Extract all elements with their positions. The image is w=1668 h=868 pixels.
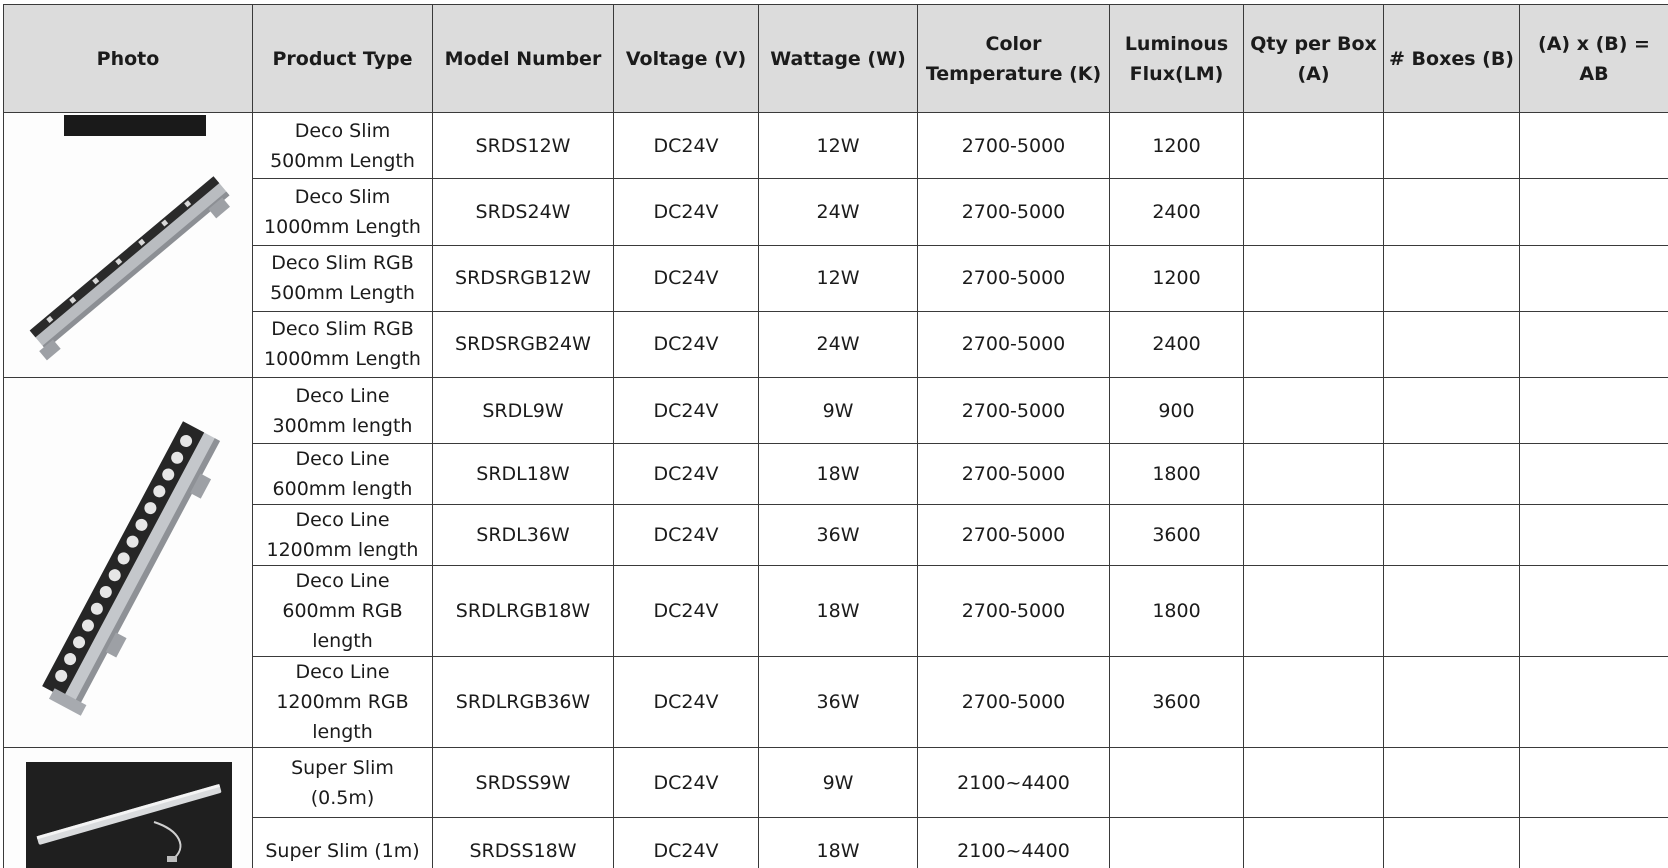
cell-product-type: Deco Slim RGB 1000mm Length (253, 311, 433, 377)
header-boxes: # Boxes (B) (1384, 5, 1520, 113)
cell-color-temperature: 2700-5000 (918, 245, 1110, 311)
cell-total[interactable] (1520, 378, 1668, 444)
header-color-temperature: Color Temperature (K) (918, 5, 1110, 113)
cell-qty-per-box[interactable] (1244, 748, 1384, 818)
cell-qty-per-box[interactable] (1244, 566, 1384, 657)
table-row (4, 311, 1668, 377)
cell-color-temperature: 2700-5000 (918, 113, 1110, 179)
cell-boxes[interactable] (1384, 378, 1520, 444)
cell-boxes[interactable] (1384, 748, 1520, 818)
cell-total[interactable] (1520, 657, 1668, 748)
header-voltage: Voltage (V) (614, 5, 759, 113)
cell-qty-per-box[interactable] (1244, 818, 1384, 868)
cell-model-number: SRDL36W (433, 505, 614, 566)
cell-wattage: 12W (759, 113, 918, 179)
cell-product-type: Deco Line 300mm length (253, 378, 433, 444)
deco-slim-fixture-image (4, 113, 253, 377)
cell-boxes[interactable] (1384, 179, 1520, 245)
cell-boxes[interactable] (1384, 245, 1520, 311)
cell-wattage: 36W (759, 505, 918, 566)
table-row (4, 748, 1668, 818)
cell-product-type: Deco Line 1200mm RGB length (253, 657, 433, 748)
cell-qty-per-box[interactable] (1244, 245, 1384, 311)
cell-voltage: DC24V (614, 818, 759, 868)
photo-super-slim (4, 748, 253, 868)
cell-color-temperature: 2700-5000 (918, 505, 1110, 566)
cell-qty-per-box[interactable] (1244, 179, 1384, 245)
cell-luminous-flux (1110, 748, 1244, 818)
header-luminous-flux: Luminous Flux(LM) (1110, 5, 1244, 113)
cell-qty-per-box[interactable] (1244, 378, 1384, 444)
cell-total[interactable] (1520, 444, 1668, 505)
cell-model-number: SRDL18W (433, 444, 614, 505)
cell-voltage: DC24V (614, 748, 759, 818)
header-wattage: Wattage (W) (759, 5, 918, 113)
table-row (4, 818, 1668, 868)
cell-model-number: SRDSRGB24W (433, 311, 614, 377)
cell-boxes[interactable] (1384, 818, 1520, 868)
cell-model-number: SRDLRGB18W (433, 566, 614, 657)
cell-product-type: Deco Slim RGB 500mm Length (253, 245, 433, 311)
header-qty-per-box: Qty per Box (A) (1244, 5, 1384, 113)
cell-voltage: DC24V (614, 657, 759, 748)
cell-total[interactable] (1520, 245, 1668, 311)
table-row (4, 378, 1668, 444)
cell-model-number: SRDS12W (433, 113, 614, 179)
cell-color-temperature: 2100~4400 (918, 748, 1110, 818)
cell-wattage: 18W (759, 566, 918, 657)
cell-luminous-flux: 1200 (1110, 113, 1244, 179)
photo-deco-line (4, 378, 253, 748)
cell-wattage: 18W (759, 444, 918, 505)
cell-total[interactable] (1520, 818, 1668, 868)
header-row (4, 5, 1668, 113)
cell-voltage: DC24V (614, 505, 759, 566)
cell-total[interactable] (1520, 179, 1668, 245)
cell-color-temperature: 2700-5000 (918, 444, 1110, 505)
cell-luminous-flux: 900 (1110, 378, 1244, 444)
cell-boxes[interactable] (1384, 566, 1520, 657)
deco-line-fixture-image (4, 384, 253, 742)
cell-product-type: Super Slim (0.5m) (253, 748, 433, 818)
table-row (4, 245, 1668, 311)
cell-product-type: Super Slim (1m) (253, 818, 433, 868)
cell-wattage: 12W (759, 245, 918, 311)
cell-qty-per-box[interactable] (1244, 505, 1384, 566)
cell-color-temperature: 2100~4400 (918, 818, 1110, 868)
cell-luminous-flux: 1800 (1110, 566, 1244, 657)
cell-total[interactable] (1520, 748, 1668, 818)
cell-model-number: SRDSS9W (433, 748, 614, 818)
photo-deco-slim (4, 113, 253, 378)
cell-luminous-flux: 3600 (1110, 505, 1244, 566)
cell-qty-per-box[interactable] (1244, 113, 1384, 179)
cell-voltage: DC24V (614, 444, 759, 505)
cell-product-type: Deco Slim 500mm Length (253, 113, 433, 179)
cell-total[interactable] (1520, 311, 1668, 377)
header-model-number: Model Number (433, 5, 614, 113)
cell-luminous-flux: 1200 (1110, 245, 1244, 311)
cell-product-type: Deco Line 1200mm length (253, 505, 433, 566)
header-product-type: Product Type (253, 5, 433, 113)
cell-luminous-flux: 2400 (1110, 311, 1244, 377)
cell-wattage: 24W (759, 311, 918, 377)
cell-boxes[interactable] (1384, 505, 1520, 566)
cell-model-number: SRDLRGB36W (433, 657, 614, 748)
cell-model-number: SRDL9W (433, 378, 614, 444)
cell-boxes[interactable] (1384, 444, 1520, 505)
cell-color-temperature: 2700-5000 (918, 657, 1110, 748)
cell-model-number: SRDS24W (433, 179, 614, 245)
cell-wattage: 36W (759, 657, 918, 748)
cell-voltage: DC24V (614, 113, 759, 179)
cell-wattage: 9W (759, 748, 918, 818)
cell-product-type: Deco Line 600mm RGB length (253, 566, 433, 657)
cell-model-number: SRDSRGB12W (433, 245, 614, 311)
product-table (3, 4, 1668, 868)
cell-voltage: DC24V (614, 245, 759, 311)
super-slim-fixture-image (4, 752, 253, 868)
cell-product-type: Deco Line 600mm length (253, 444, 433, 505)
cell-boxes[interactable] (1384, 311, 1520, 377)
header-total: (A) x (B) = AB (1520, 5, 1668, 113)
cell-voltage: DC24V (614, 566, 759, 657)
cell-voltage: DC24V (614, 311, 759, 377)
cell-qty-per-box[interactable] (1244, 311, 1384, 377)
cell-boxes[interactable] (1384, 113, 1520, 179)
cell-boxes[interactable] (1384, 657, 1520, 748)
table-row (4, 566, 1668, 657)
cell-voltage: DC24V (614, 179, 759, 245)
header-photo: Photo (4, 5, 253, 113)
cell-voltage: DC24V (614, 378, 759, 444)
table-row (4, 505, 1668, 566)
cell-wattage: 18W (759, 818, 918, 868)
cell-luminous-flux: 3600 (1110, 657, 1244, 748)
table-row (4, 113, 1668, 179)
table-row (4, 657, 1668, 748)
table-row (4, 179, 1668, 245)
product-table-sheet (3, 4, 1668, 868)
cell-wattage: 9W (759, 378, 918, 444)
cell-total[interactable] (1520, 566, 1668, 657)
cell-product-type: Deco Slim 1000mm Length (253, 179, 433, 245)
cell-qty-per-box[interactable] (1244, 444, 1384, 505)
cell-qty-per-box[interactable] (1244, 657, 1384, 748)
cell-color-temperature: 2700-5000 (918, 378, 1110, 444)
cell-luminous-flux (1110, 818, 1244, 868)
cell-color-temperature: 2700-5000 (918, 179, 1110, 245)
cell-luminous-flux: 2400 (1110, 179, 1244, 245)
cell-total[interactable] (1520, 505, 1668, 566)
cell-luminous-flux: 1800 (1110, 444, 1244, 505)
cell-total[interactable] (1520, 113, 1668, 179)
cell-wattage: 24W (759, 179, 918, 245)
cell-model-number: SRDSS18W (433, 818, 614, 868)
table-row (4, 444, 1668, 505)
cell-color-temperature: 2700-5000 (918, 311, 1110, 377)
cell-color-temperature: 2700-5000 (918, 566, 1110, 657)
